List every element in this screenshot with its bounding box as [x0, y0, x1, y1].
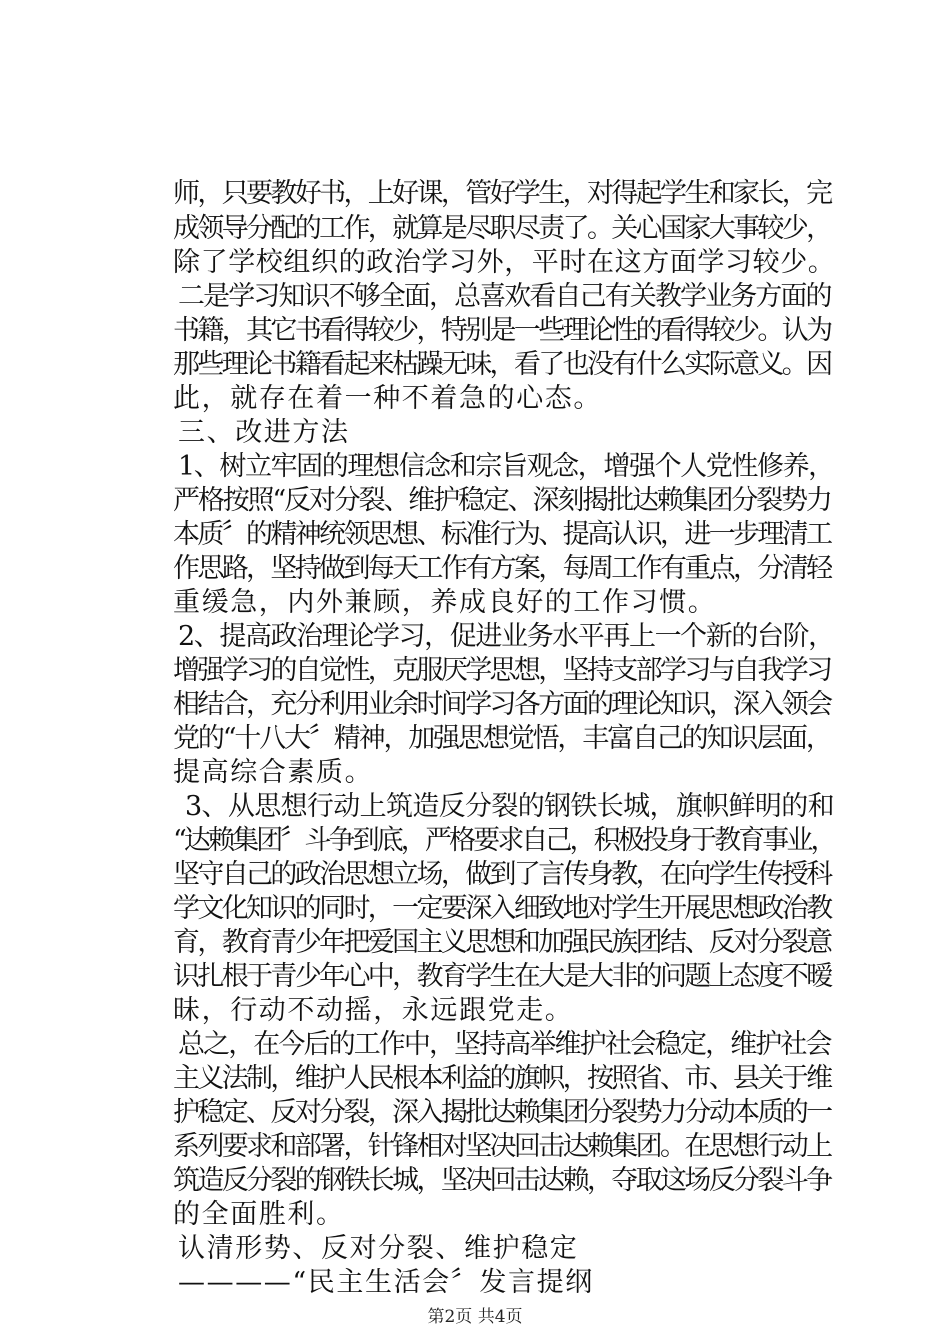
paragraph-line: 增强学习的自觉性，克服厌学思想，坚持支部学习与自我学习 — [173, 655, 831, 686]
paragraph-line: 育，教育青少年把爱国主义思想和加强民族团结、反对分裂意 — [173, 927, 831, 958]
paragraph-line: 主义法制，维护人民根本利益的旗帜，按照省、市、县关于维 — [173, 1063, 831, 1094]
paragraph-line: 坚守自己的政治思想立场，做到了言传身教，在向学生传授科 — [173, 859, 831, 890]
paragraph-line: 总之，在今后的工作中，坚持高举维护社会稳定，维护社会 — [178, 1029, 831, 1060]
paragraph-line: 系列要求和部署，针锋相对坚决回击达赖集团。在思想行动上 — [173, 1131, 831, 1162]
paragraph-line: 作思路，坚持做到每天工作有方案，每周工作有重点，分清轻 — [173, 553, 831, 584]
paragraph-line: 的全面胜利。 — [173, 1199, 345, 1230]
paragraph-line: 3、从思想行动上筑造反分裂的钢铁长城，旗帜鲜明的和 — [185, 791, 834, 822]
paragraph-line: “达赖集团〞斗争到底，严格要求自己，积极投身于教育事业， — [173, 825, 835, 856]
paragraph-line: 成领导分配的工作，就算是尽职尽责了。关心国家大事较少， — [173, 213, 831, 244]
paragraph-line: 1、树立牢固的理想信念和宗旨观念，增强个人党性修养， — [178, 451, 834, 482]
paragraph-line: 严格按照“反对分裂、维护稳定、深刻揭批达赖集团分裂势力 — [173, 485, 831, 516]
section-heading: 三、改进方法 — [178, 417, 350, 448]
document-subtitle: ————“民主生活会〞发言提纲 — [178, 1267, 594, 1298]
paragraph-line: 相结合，充分利用业余时间学习各方面的理论知识，深入领会 — [173, 689, 831, 720]
paragraph-line: 提高综合素质。 — [173, 757, 374, 788]
paragraph-line: 学文化知识的同时，一定要深入细致地对学生开展思想政治教 — [173, 893, 831, 924]
paragraph-line: 此，就存在着一种不着急的心态。 — [173, 383, 602, 414]
paragraph-line: 那些理论书籍看起来枯躁无味，看了也没有什么实际意义。因 — [173, 349, 831, 380]
paragraph-line: 党的“十八大〞精神，加强思想觉悟，丰富自己的知识层面， — [173, 723, 831, 754]
paragraph-line: 二是学习知识不够全面，总喜欢看自己有关教学业务方面的 — [178, 281, 831, 312]
document-title: 认清形势、反对分裂、维护稳定 — [178, 1233, 579, 1264]
page-number: 第2页 共4页 — [427, 1307, 523, 1327]
paragraph-line: 筑造反分裂的钢铁长城，坚决回击达赖，夺取这场反分裂斗争 — [173, 1165, 831, 1196]
paragraph-line: 昧，行动不动摇，永远跟党走。 — [173, 995, 574, 1026]
paragraph-line: 2、提高政治理论学习，促进业务水平再上一个新的台阶， — [178, 621, 834, 652]
paragraph-line: 除了学校组织的政治学习外，平时在这方面学习较少。 — [173, 247, 836, 278]
paragraph-line: 重缓急，内外兼顾，养成良好的工作习惯。 — [173, 587, 717, 618]
paragraph-line: 书籍，其它书看得较少，特别是一些理论性的看得较少。认为 — [173, 315, 831, 346]
paragraph-line: 本质〞的精神统领思想、标准行为、提高认识，进一步理清工 — [173, 519, 831, 550]
paragraph-line: 护稳定、反对分裂，深入揭批达赖集团分裂势力分动本质的一 — [173, 1097, 831, 1128]
paragraph-line: 识扎根于青少年心中，教育学生在大是大非的问题上态度不暧 — [173, 961, 831, 992]
paragraph-line: 师，只要教好书，上好课，管好学生，对得起学生和家长，完 — [173, 178, 831, 209]
